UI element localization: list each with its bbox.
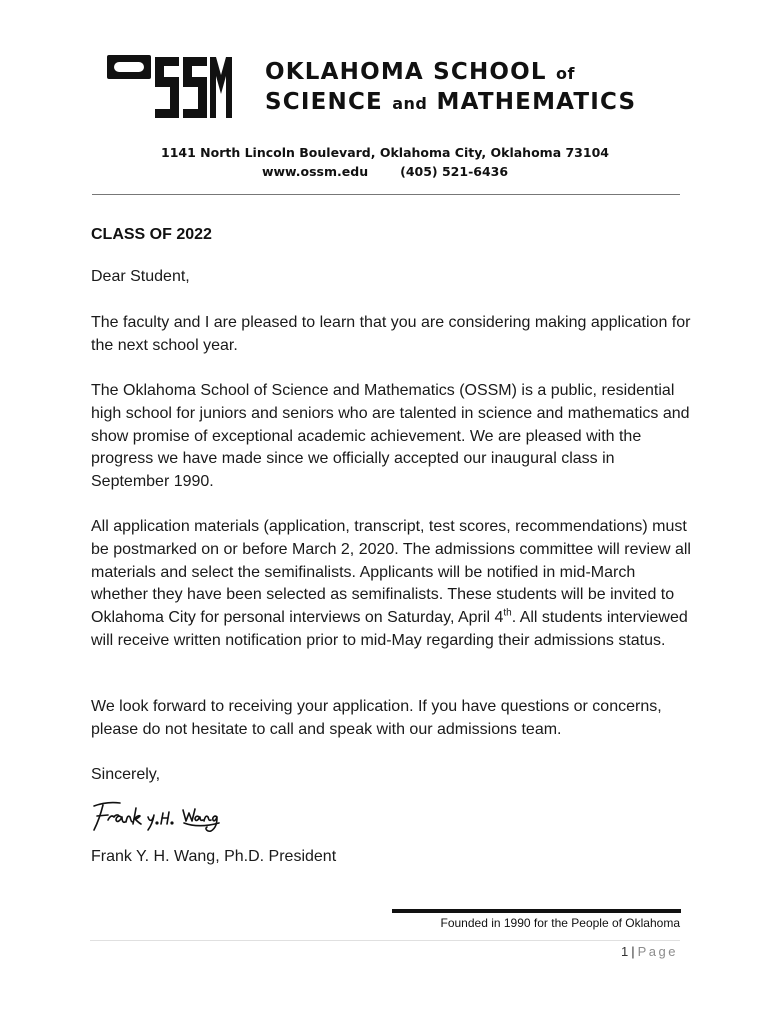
page-separator: | [631, 944, 635, 959]
school-name [265, 58, 636, 118]
ossm-logo [105, 52, 235, 122]
letter-paragraph-2: The Oklahoma School of Science and Mathematics (OSSM) is a public, residential high school for juniors and seniors who are talented in science and mathematics and show promise of exceptional academic achievement. We are pleased with the progress we have made since we officially accepted our inaugural class in September 1990. [91, 382, 690, 491]
letter-heading: CLASS OF 2022 [91, 226, 212, 243]
letterhead-divider [92, 194, 680, 195]
school-phone: (405) 521-6436 [400, 164, 509, 179]
signature [88, 796, 228, 836]
letter-greeting: Dear Student, [91, 268, 190, 285]
page-word: Page [637, 944, 678, 959]
school-address: 1141 North Lincoln Boulevard, Oklahoma City, Oklahoma 73104 [161, 145, 609, 160]
founded-tagline: Founded in 1990 for the People of Oklahoma [440, 916, 680, 930]
school-name-line1: OKLAHOMA SCHOOL of [265, 59, 575, 85]
school-website[interactable]: www.ossm.edu [261, 164, 369, 179]
footer-rule [392, 909, 681, 913]
ordinal-superscript: th [503, 607, 512, 619]
letter-paragraph-3: All application materials (application, transcript, test scores, recommendations) must be postmarked on or before March 2, 2020. The admissions committee will review all materials and select the semifinalists. Applicants will be notified in mid-March whether they have been selected as semifinalists. These students will be invited to Oklahoma City for personal interviews on Saturday, April 4th. All students interviewed will receive written notification prior to mid-May regarding their admissions status. [91, 518, 691, 649]
letter-paragraph-1: The faculty and I are pleased to learn that you are considering making application for the next school year. [91, 314, 691, 354]
letter-closing: Sincerely, [91, 766, 161, 783]
letter-paragraph-4: We look forward to receiving your application. If you have questions or concerns, please do not hesitate to call and speak with our admissions team. [91, 698, 662, 738]
school-name-line2: SCIENCE and MATHEMATICS [265, 89, 637, 115]
page-number [621, 944, 678, 959]
school-contact [0, 164, 770, 179]
page-number-value: 1 [621, 944, 629, 959]
signer-name: Frank Y. H. Wang, Ph.D. President [91, 848, 337, 865]
footer-divider [90, 940, 680, 941]
